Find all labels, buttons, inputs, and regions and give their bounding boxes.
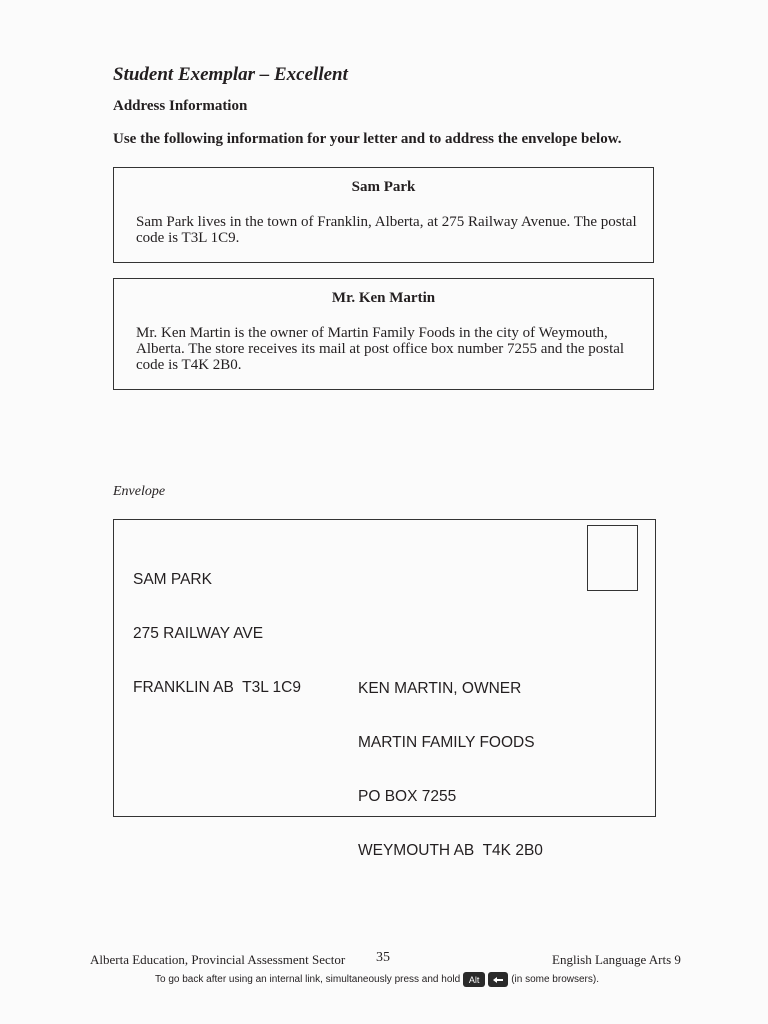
return-address [133, 535, 301, 733]
address-line: PO BOX 7255 [358, 788, 457, 805]
footer-publisher: Alberta Education, Provincial Assessment Sector [90, 952, 346, 967]
navigation-hint [155, 972, 599, 987]
nav-hint-text: (in some browsers). [511, 974, 599, 985]
address-line: FRANKLIN AB T3L 1C9 [133, 679, 301, 696]
alt-key: Alt [463, 972, 485, 987]
address-line: SAM PARK [133, 571, 212, 588]
info-box-title: Sam Park [351, 179, 416, 195]
page-heading: Student Exemplar – Excellent [113, 64, 348, 85]
stamp-placeholder [587, 525, 638, 591]
address-line: MARTIN FAMILY FOODS [358, 734, 535, 751]
page-number: 35 [376, 950, 390, 965]
info-box-text: Sam Park lives in the town of Franklin, Alberta, at 275 Railway Avenue. The postal code is T3L 1C9. [136, 214, 637, 246]
envelope-caption: Envelope [113, 484, 166, 499]
info-box-ken-martin [113, 278, 654, 390]
info-box-text: Mr. Ken Martin is the owner of Martin Family Foods in the city of Weymouth, Alberta. The store receives its mail at post office box number 7255 and the postal code is T4K 2B0. [136, 325, 625, 373]
info-box-title: Mr. Ken Martin [331, 290, 436, 306]
section-subheading: Address Information [113, 98, 248, 114]
recipient-address [358, 644, 543, 896]
left-arrow-icon [488, 972, 508, 987]
nav-hint-text: To go back after using an internal link, simultaneously press and hold [155, 974, 461, 985]
instruction-text: Use the following information for your letter and to address the envelope below. [113, 131, 622, 147]
address-line: WEYMOUTH AB T4K 2B0 [358, 842, 543, 859]
envelope [113, 519, 656, 859]
address-line: KEN MARTIN, OWNER [358, 680, 522, 697]
footer-course: English Language Arts 9 [552, 952, 681, 967]
info-box-sam-park [113, 167, 654, 263]
address-line: 275 RAILWAY AVE [133, 625, 264, 642]
